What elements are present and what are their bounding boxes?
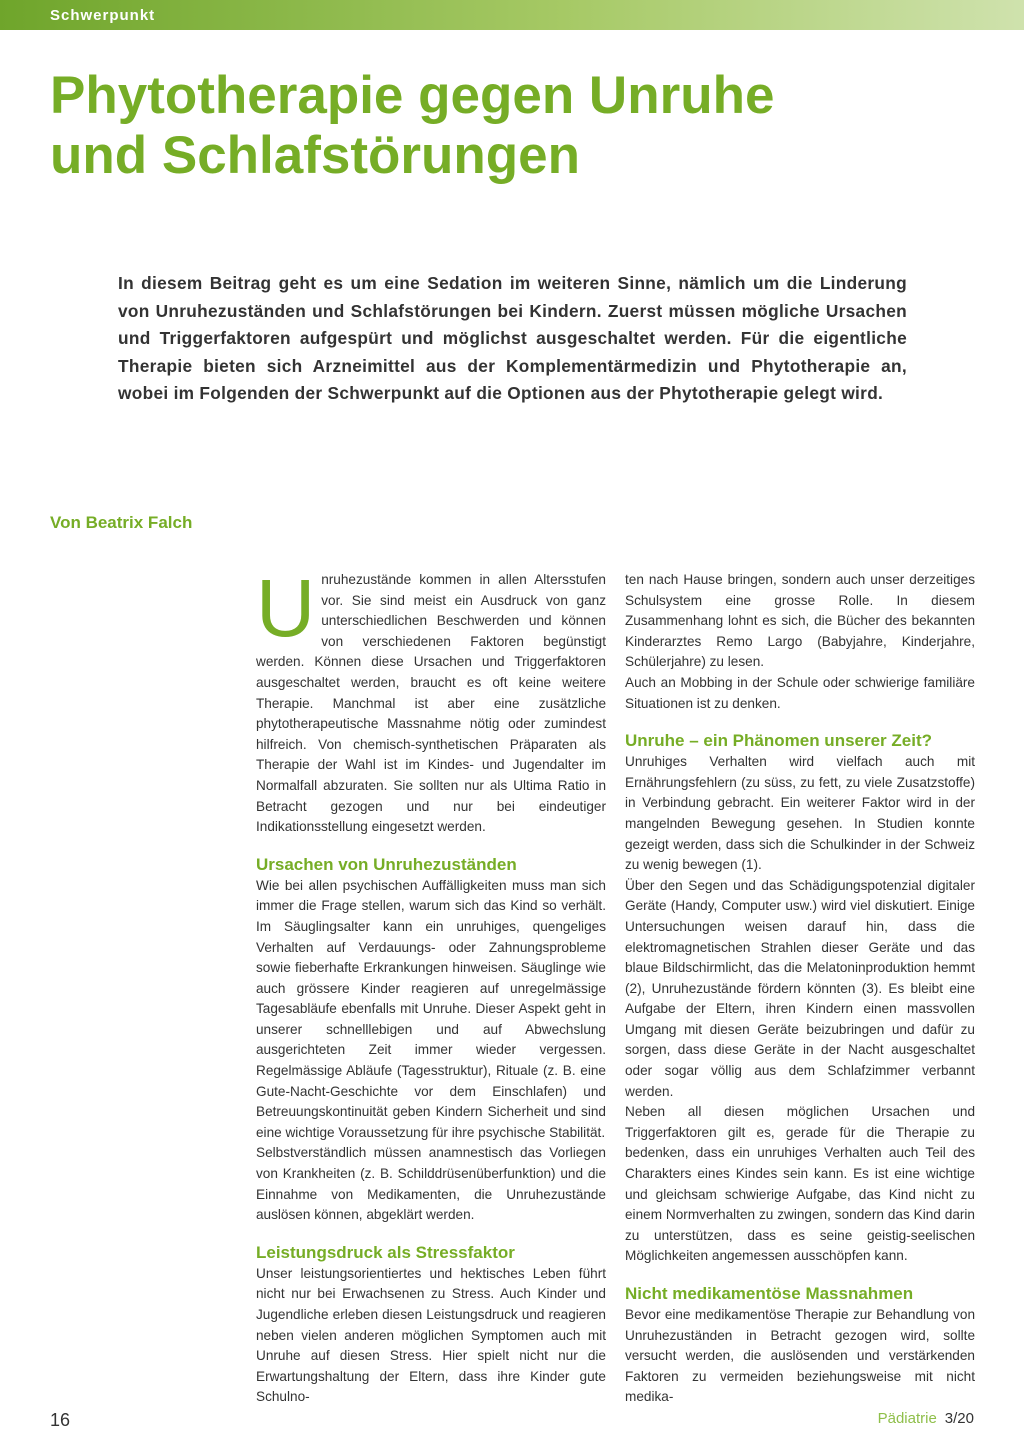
intro-paragraph <box>256 563 606 838</box>
paragraph: Über den Segen und das Schädigungspotenzial digitaler Geräte (Handy, Computer usw.) wird viel diskutiert. Einige Untersuchungen weisen darauf hin, dass die elektromagnetischen Strahlen dieser Geräte und das blaue Bildschirmlicht, das die Melatoninproduktion hemmt (2), Unruhezustände fördern könnten (3). Es bleibt eine Aufgabe der Eltern, ihren Kindern einen massvollen Umgang mit diesen Geräte beizubringen und dafür zu sorgen, dass diese Geräte in der Nacht ausgeschaltet oder sogar völlig aus dem Schlafzimmer verbannt werden. <box>625 877 975 1099</box>
paragraph: Bevor eine medikamentöse Therapie zur Behandlung von Unruhezuständen in Betracht gezogen wird, sollte versucht werden, die auslösenden und verstärkenden Faktoren zu vermeiden beziehungsweise mit nicht medika- <box>625 1307 975 1405</box>
title-line-2: und Schlafstörungen <box>50 126 580 185</box>
journal-name: Pädiatrie <box>877 1410 937 1427</box>
heading-leistungsdruck: Leistungsdruck als Stressfaktor <box>256 1242 515 1262</box>
author-byline: Von Beatrix Falch <box>50 513 193 532</box>
paragraph: Wie bei allen psychischen Auffälligkeiten muss man sich immer die Frage stellen, warum sich das Kind so verhält. Im Säuglingsalter kann ein unruhiges, quengeliges Verhalten auf Verdauungs- oder Zahnungsprobleme sowie fieberhafte Erkrankungen hinweisen. Säuglinge wie auch grössere Kinder reagieren auf unregelmässige Tagesabläufe ebenfalls mit Unruhe. Dieser Aspekt geht in unserer schnelllebigen und auf Abwechslung ausgerichteten Zeit immer wieder vergessen. Regelmässige Abläufe (Tagesstruktur), Rituale (z. B. eine Gute-Nacht-Geschichte vor dem Einschlafen) und Betreuungskontinuität geben Kindern Sicherheit und sind eine wichtige Voraussetzung für ihre psychische Stabilität. <box>256 877 606 1140</box>
section-label: Schwerpunkt <box>50 7 156 24</box>
lead-paragraph: In diesem Beitrag geht es um eine Sedation im weiteren Sinne, nämlich um die Linderung von Unruhezuständen und Schlafstörungen bei Kindern. Zuerst müssen mögliche Ursachen und Triggerfaktoren aufgespürt und möglichst ausgeschaltet werden. Für die eigentliche Therapie bieten sich Arzneimittel aus der Komplementärmedizin und Phytotherapie an, wobei im Folgenden der Schwerpunkt auf die Optionen aus der Phytotherapie gelegt wird. <box>118 273 907 403</box>
heading-ursachen: Ursachen von Unruhezuständen <box>256 854 517 874</box>
text-column-left <box>256 563 606 1408</box>
page-number: 16 <box>50 1410 71 1430</box>
title-line-1: Phytotherapie gegen Unruhe <box>50 66 775 125</box>
article-title <box>50 66 970 186</box>
heading-nicht-medikamentoes: Nicht medikamentöse Massnahmen <box>625 1284 914 1303</box>
paragraph: Selbstverständlich müssen anamnestisch das Vorliegen von Krankheiten (z. B. Schilddrüsenüberfunktion) und die Einnahme von Medikamenten, die Unruhezustände auslösen können, abgeklärt werden. <box>256 1145 606 1223</box>
section-header-bar <box>0 0 1024 30</box>
text-column-right <box>625 570 975 1408</box>
paragraph: Unruhiges Verhalten wird vielfach auch mit Ernährungsfehlern (zu süss, zu fett, zu viele Zusatzstoffe) in Verbindung gebracht. Ein weiterer Faktor wird in der mangelnden Bewegung gesehen. In Studien konnte gezeigt werden, dass sich die Schulkinder in der Schweiz zu wenig bewegen (1). <box>625 754 975 873</box>
paragraph: Auch an Mobbing in der Schule oder schwierige familiäre Situationen ist zu denken. <box>625 674 975 711</box>
journal-footer <box>878 1410 974 1427</box>
issue-number: 3/20 <box>944 1410 974 1427</box>
paragraph: ten nach Hause bringen, sondern auch unser derzeitiges Schulsystem eine grosse Rolle. In diesem Zusammenhang lohnt es sich, die Bücher des bekannten Kinderarztes Remo Largo (Babyjahre, Kinderjahre, Schülerjahre) zu lesen. <box>625 572 975 670</box>
paragraph: Unser leistungsorientiertes und hektisches Leben führt nicht nur bei Erwachsenen zu Stress. Auch Kinder und Jugendliche erleben diesen Leistungsdruck und reagieren neben vielen anderen möglichen Symptomen auch mit Unruhe auf diesen Stress. Hier spielt nicht nur die Erwartungshaltung der Eltern, dass ihre Kinder gute Schulno- <box>256 1265 606 1405</box>
intro-text: nruhezustände kommen in allen Altersstufen vor. Sie sind meist ein Ausdruck von ganz unterschiedlichen Beschwerden und können von verschiedenen Faktoren begünstigt werden. Können diese Ursachen und Triggerfaktoren ausgeschaltet werden, braucht es oft keine weitere Therapie. Manchmal ist aber eine zusätzliche phytotherapeutische Massnahme nötig oder zumindest hilfreich. Von chemisch-synthetischen Präparaten als Therapie der Wahl ist im Kindes- und Jugendalter im Normalfall abzuraten. Sie sollten nur als Ultima Ratio in Betracht gezogen und nur bei eindeutiger Indikationsstellung eingesetzt werden. <box>256 572 606 835</box>
heading-unruhe-phaenomen: Unruhe – ein Phänomen unserer Zeit? <box>625 731 933 751</box>
paragraph: Neben all diesen möglichen Ursachen und Triggerfaktoren gilt es, gerade für die Therapie zu bedenken, dass ein unruhiges Verhalten auch Teil des Charakters eines Kindes sein kann. Es ist eine wichtige und gleichsam schwierige Aufgabe, das Kind nicht zu einem Normverhalten zu zwingen, sondern das Kind darin zu unterstützen, dass es seine geistig-seelischen Möglichkeiten angemessen ausschöpfen kann. <box>625 1104 975 1264</box>
drop-cap: U <box>256 563 316 654</box>
